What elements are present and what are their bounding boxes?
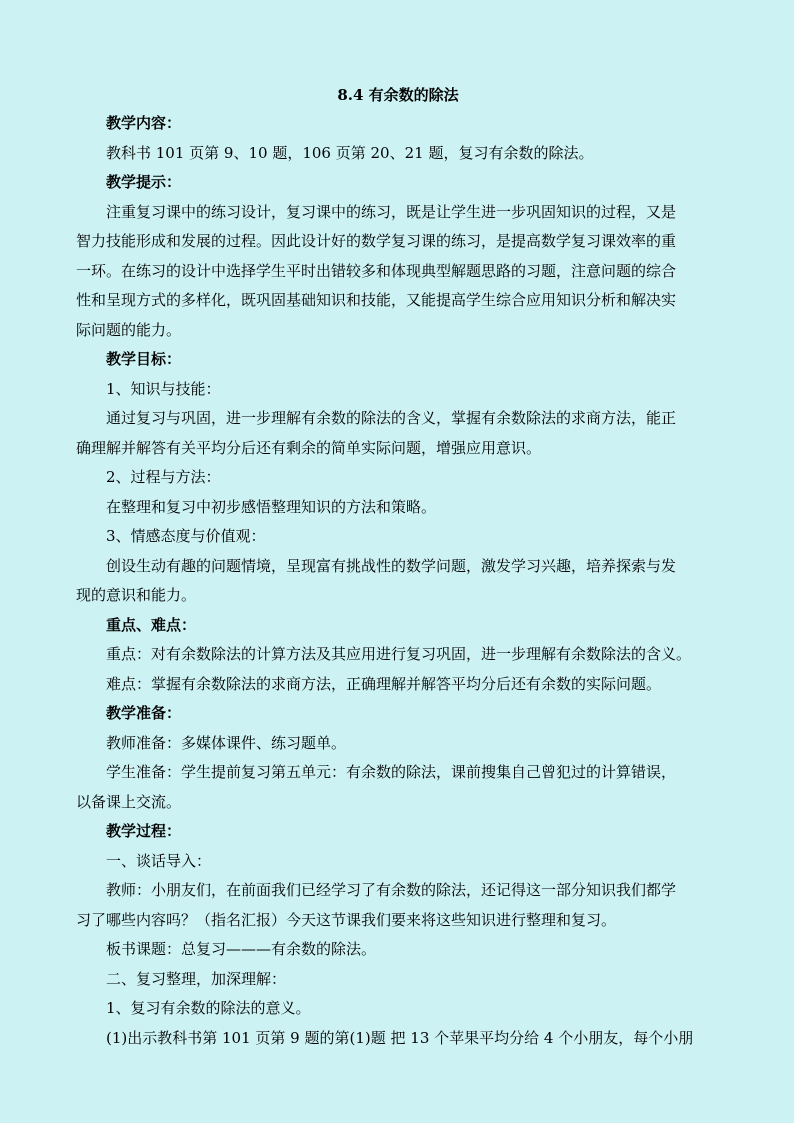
document-title: 8.4 有余数的除法 xyxy=(337,86,459,104)
paragraph-line: 教师：小朋友们，在前面我们已经学习了有余数的除法，还记得这一部分知识我们都学 xyxy=(106,881,677,899)
section-heading-process: 教学过程： xyxy=(106,822,182,840)
section-heading-content: 教学内容： xyxy=(106,114,182,132)
text-line: 难点：掌握有余数除法的求商方法，正确理解并解答平均分后还有余数的实际问题。 xyxy=(106,674,662,693)
text-line: 重点：对有余数除法的计算方法及其应用进行复习巩固，进一步理解有余数除法的含义。 xyxy=(106,645,692,663)
paragraph-line: 通过复习与巩固，进一步理解有余数的除法的含义，掌握有余数除法的求商方法，能正 xyxy=(106,409,677,427)
paragraph-line: 注重复习课中的练习设计，复习课中的练习，既是让学生进一步巩固知识的过程，又是 xyxy=(106,202,677,221)
text-line: 在整理和复习中初步感悟整理知识的方法和策略。 xyxy=(106,497,437,516)
paragraph-line: 现的意识和能力。 xyxy=(76,586,197,604)
paragraph-line: 确理解并解答有关平均分后还有剩余的简单实际问题，增强应用意识。 xyxy=(76,438,542,457)
text-line: 2、过程与方法： xyxy=(106,468,221,486)
text-line: 教师准备：多媒体课件、练习题单。 xyxy=(106,733,347,752)
text-line: 1、知识与技能： xyxy=(106,379,221,398)
text-line: 教科书 101 页第 9、10 题，106 页第 20、21 题，复习有余数的除法。 xyxy=(106,143,594,162)
paragraph-tips xyxy=(76,198,720,346)
section-heading-goals: 教学目标： xyxy=(106,350,182,368)
text-line: 板书课题：总复习———有余数的除法。 xyxy=(106,940,377,958)
document-body xyxy=(76,82,720,1053)
text-line: 1、复习有余数的除法的意义。 xyxy=(106,999,311,1017)
text-line: (1)出示教科书第 101 页第 9 题的第(1)题 把 13 个苹果平均分给 4 个小朋友，每个小朋 xyxy=(106,1028,694,1047)
paragraph-goal-1 xyxy=(76,404,720,463)
paragraph-teacher-intro xyxy=(76,876,720,935)
paragraph-line: 际问题的能力。 xyxy=(76,320,182,339)
text-line: 3、情感态度与价值观： xyxy=(106,527,266,545)
paragraph-line: 一环。在练习的设计中选择学生平时出错较多和体现典型解题思路的习题，注意问题的综合 xyxy=(76,261,677,280)
paragraph-line: 性和呈现方式的多样化，既巩固基础知识和技能，又能提高学生综合应用知识分析和解决实 xyxy=(76,291,677,309)
paragraph-line: 以备课上交流。 xyxy=(76,792,182,811)
text-line: 二、复习整理，加深理解： xyxy=(106,969,287,988)
paragraph-line: 创设生动有趣的问题情境，呈现富有挑战性的数学问题，激发学习兴趣，培养探索与发 xyxy=(106,556,677,575)
paragraph-line: 学生准备：学生提前复习第五单元：有余数的除法，课前搜集自己曾犯过的计算错误， xyxy=(106,763,677,781)
section-heading-key-points: 重点、难点： xyxy=(106,615,197,634)
paragraph-goal-3 xyxy=(76,552,720,611)
section-heading-preparation: 教学准备： xyxy=(106,704,182,722)
paragraph-line: 习了哪些内容吗？（指名汇报）今天这节课我们要来将这些知识进行整理和复习。 xyxy=(76,910,617,929)
paragraph-line: 智力技能形成和发展的过程。因此设计好的数学复习课的练习，是提高数学复习课效率的重 xyxy=(76,232,677,250)
text-line: 一、谈话导入： xyxy=(106,851,212,870)
section-heading-tips: 教学提示： xyxy=(106,173,182,191)
paragraph-student-prep xyxy=(76,758,720,817)
